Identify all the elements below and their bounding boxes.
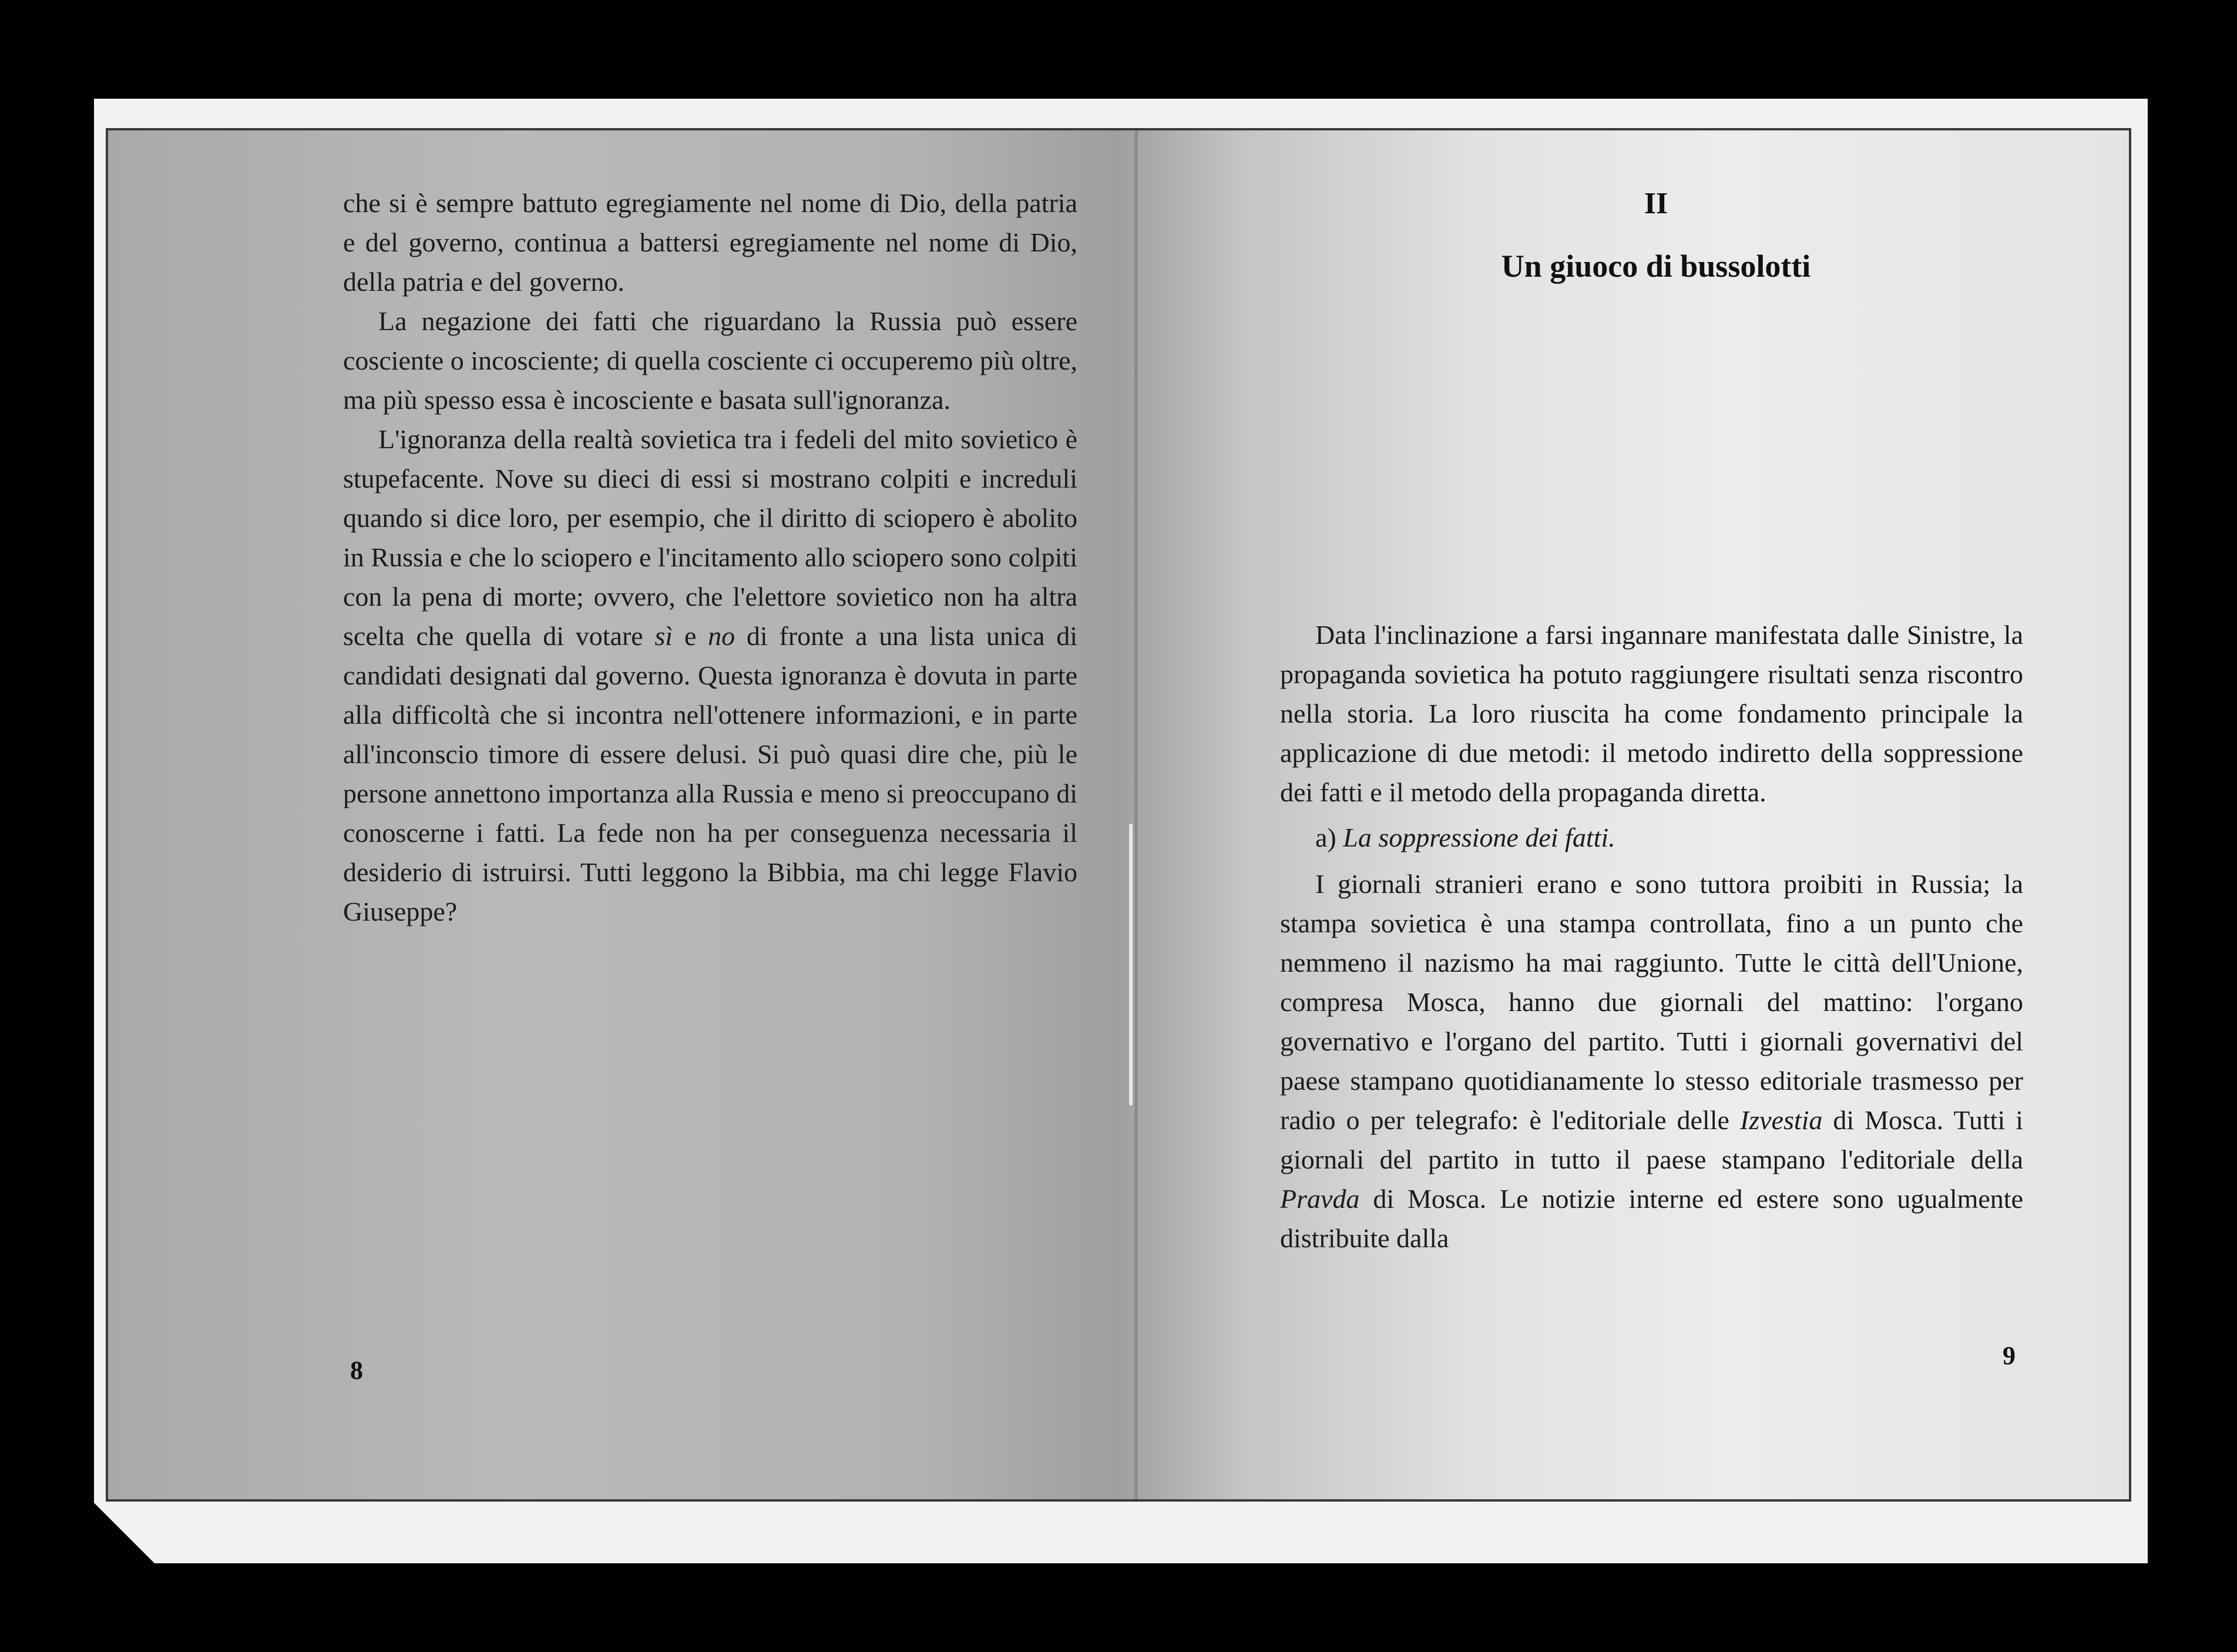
paragraph-text: di Mosca. Tutti i giornali del partito in tutto il paese stampano l'editoriale della	[1280, 1105, 2024, 1174]
scanned-sheet	[94, 99, 2148, 1563]
left-page-text	[343, 183, 1077, 931]
paragraph	[343, 419, 1077, 931]
newspaper-name: Pravda	[1280, 1184, 1360, 1214]
chapter-title: Un giuoco di bussolotti	[1501, 249, 1811, 284]
paragraph-text: L'ignoranza della realtà sovietica tra i fedeli del mito sovietico è stupefacente. Nove su dieci di essi si mostrano colpiti e increduli quando si dice loro, per esempio, che il diritto di sciopero è abolito in Russia e che lo sciopero e l'incitamento allo sciopero sono colpiti con la pena di morte; ovvero, che l'elettore sovietico non ha altra scelta che quella di votare	[343, 424, 1077, 651]
italic-word: sì	[654, 621, 673, 651]
paragraph-text: e	[684, 621, 697, 651]
subheading-text: La soppressione dei fatti.	[1343, 822, 1615, 852]
page-number-right: 9	[2003, 1341, 2016, 1370]
subheading-label: a)	[1315, 822, 1336, 852]
paragraph-text: I giornali stranieri erano e sono tuttora proibiti in Russia; la stampa sovietica è una stampa controllata, fino a un punto che nemmeno il nazismo ha mai raggiunto. Tutte le città dell'Unione, compresa Mosca, hanno due giornali del mattino: l'organo governativo e l'organo del partito. Tutti i giornali governativi del paese stampano quotidianamente lo stesso editoriale trasmesso per radio o per telegrafo: è l'editoriale delle	[1280, 869, 2023, 1135]
paragraph	[1280, 864, 2023, 1258]
paragraph-text: di fronte a una lista unica di candidati designati dal governo. Questa ignoranza è dovuta in parte alla difficoltà che si incontra nell'ottenere informazioni, e in parte all'inconscio timore di essere delusi. Si può quasi dire che, più le persone annettono importanza alla Russia e meno si preoccupano di conoscerne i fatti. La fede non ha per conseguenza necessaria il desiderio di istruirsi. Tutti leggono la Bibbia, ma chi legge Flavio Giuseppe?	[343, 621, 1077, 926]
page-number-left: 8	[350, 1356, 363, 1385]
paper-crease	[1129, 824, 1133, 1106]
paragraph: che si è sempre battuto egregiamente nel nome di Dio, della patria e del governo, continua a battersi egregiamente nel nome di Dio, della patria e del governo.	[343, 188, 1077, 297]
book-gutter	[1134, 130, 1138, 1499]
newspaper-name: Izvestia	[1739, 1105, 1823, 1135]
section-subheading	[1280, 818, 2023, 857]
chapter-number: II	[1644, 187, 1668, 220]
right-page-text	[1280, 615, 2023, 1258]
italic-word: no	[708, 621, 735, 651]
folded-corner	[94, 1503, 159, 1563]
paragraph: Data l'inclinazione a farsi ingannare manifestata dalle Sinistre, la propaganda sovietica ha potuto raggiungere risultati senza riscontro nella storia. La loro riuscita ha come fondamento principale la applicazione di due metodi: il metodo indiretto della soppressione dei fatti e il metodo della propaganda diretta.	[1280, 620, 2023, 807]
paragraph-text: di Mosca. Le notizie interne ed estere sono ugualmente distribuite dalla	[1280, 1184, 2024, 1253]
book-spread	[106, 128, 2131, 1502]
paragraph: La negazione dei fatti che riguardano la Russia può essere cosciente o incosciente; di quella cosciente ci occuperemo più oltre, ma più spesso essa è incosciente e basata sull'ignoranza.	[343, 306, 1077, 415]
